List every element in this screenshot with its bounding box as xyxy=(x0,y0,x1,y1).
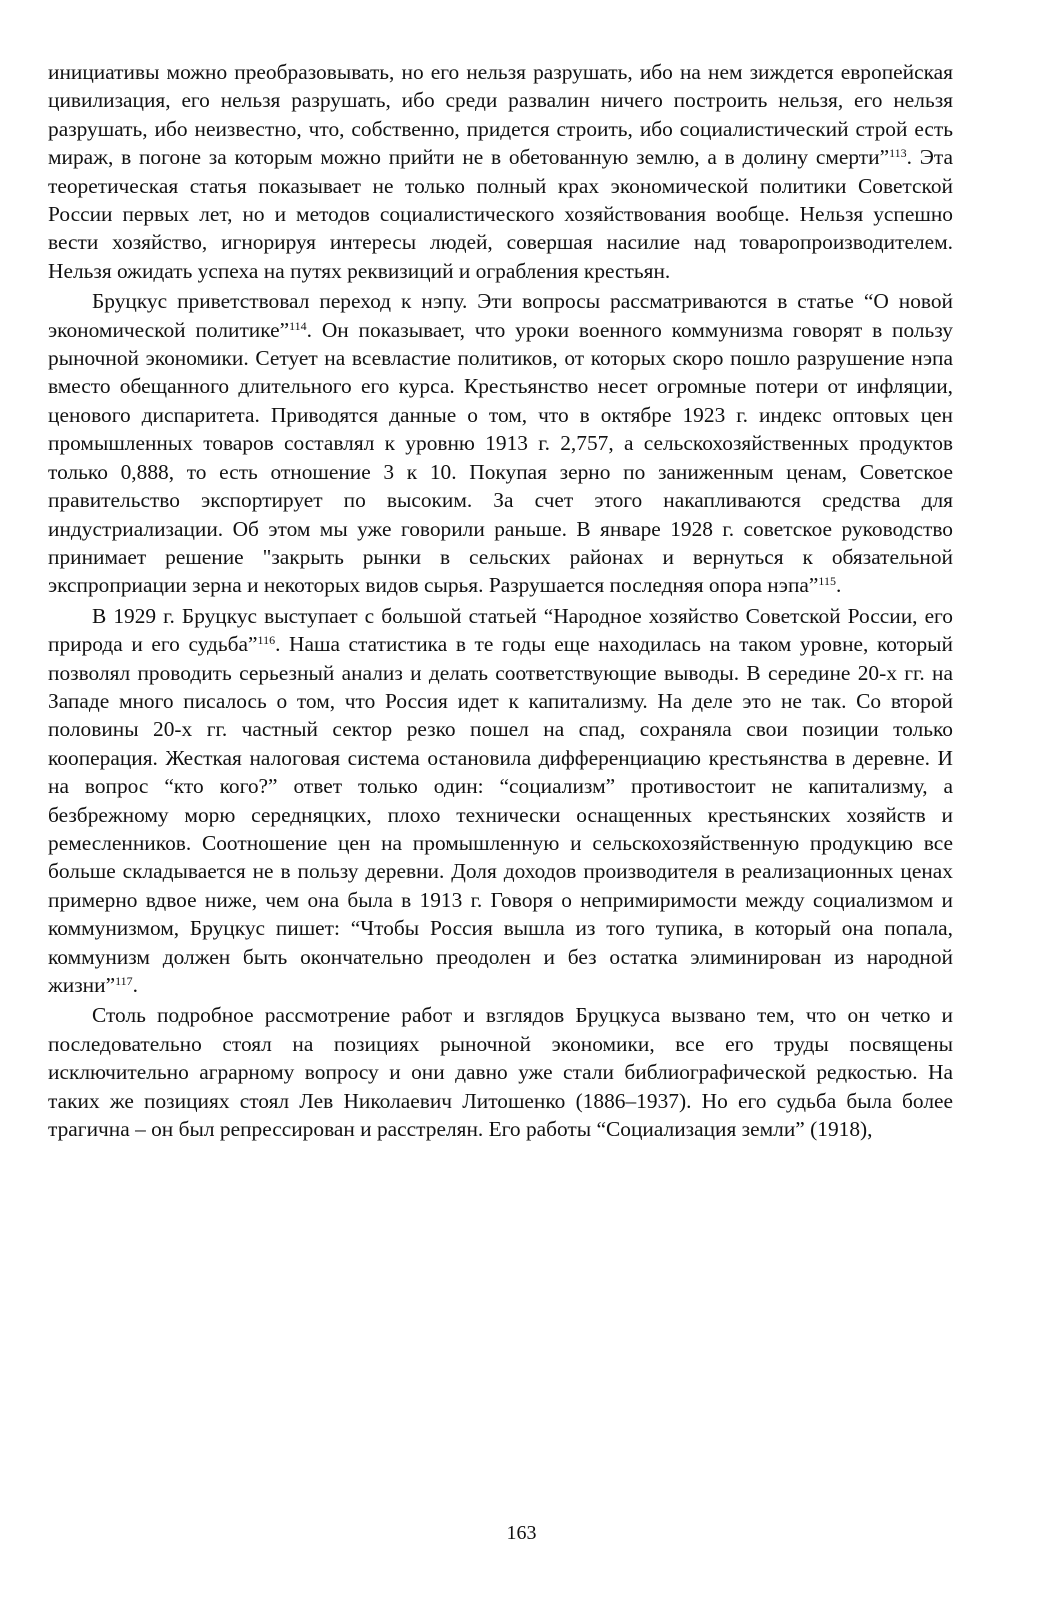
paragraph-1 xyxy=(48,58,953,285)
paragraph-3 xyxy=(48,602,953,1000)
paragraph-text: . Он показывает, что уроки военного коммунизма говорят в пользу рыночной экономики. Сетует на всевластие политиков, от которых скоро пошло разрушение нэпа вместо обещанного длительного его курса. Крестьянство несет огромные потери от инфляции, ценового диспаритета. Приводятся данные о том, что в октябре 1923 г. индекс оптовых цен промышленных товаров составлял к уровню 1913 г. 2,757, а сельскохозяйственных продуктов только 0,888, то есть отношение 3 к 10. Покупая зерно по заниженным ценам, Советское правительство экспортирует по высоким. За счет этого накапливаются средства для индустриализации. Об этом мы уже говорили раньше. В январе 1928 г. советское руководство принимает решение "закрыть рынки в сельских районах и вернуться к обязательной экспроприации зерна и некоторых видов сырья. Разрушается последняя опора нэпа” xyxy=(48,317,953,598)
paragraph-text: . Наша статистика в те годы еще находилась на таком уровне, который позволял проводить серьезный анализ и делать соответствующие выводы. В середине 20-х гг. на Западе много писалось о том, что Россия идет к капитализму. На деле это не так. Со второй половины 20-х гг. частный сектор резко пошел на спад, сохраняла свои позиции только кооперация. Жесткая налоговая система остановила дифференциацию крестьянства в деревне. И на вопрос “кто кого?” ответ только один: “социализм” противостоит не капитализму, а безбрежному морю середняцких, плохо технически оснащенных крестьянских хозяйств и ремесленников. Соотношение цен на промышленную и сельскохозяйственную продукцию все больше складывается не в пользу деревни. Доля доходов производителя в реализационных ценах примерно вдвое ниже, чем она была в 1913 г. Говоря о непримиримости между социализмом и коммунизмом, Бруцкус пишет: “Чтобы Россия вышла из того тупика, в который она попала, коммунизм должен быть окончательно преодолен и без остатка элиминирован из народной жизни” xyxy=(48,632,953,997)
page-body xyxy=(48,58,953,1145)
footnote-ref: 113 xyxy=(889,146,907,161)
footnote-ref: 114 xyxy=(289,318,307,333)
paragraph-text: Бруцкус приветствовал переход к нэпу. Эти вопросы рассматриваются в статье “О новой экономической политике” xyxy=(48,289,953,342)
paragraph-text: Столь подробное рассмотрение работ и взглядов Бруцкуса вызвано тем, что он четко и последовательно стоял на позициях рыночной экономики, все его труды посвящены исключительно аграрному вопросу и они давно уже стали библиографической редкостью. На таких же позициях стоял Лев Николаевич Литошенко (1886–1937). Но его судьба была более трагична – он был репрессирован и расстрелян. Его работы “Социализация земли” (1918), xyxy=(48,1003,953,1142)
footnote-ref: 115 xyxy=(818,574,836,589)
paragraph-text: В 1929 г. Бруцкус выступает с большой статьей “Народное хозяйство Советской России, его природа и его судьба” xyxy=(48,603,953,657)
footnote-ref: 117 xyxy=(115,974,133,988)
paragraph-text: . Эта теоретическая статья показывает не только полный крах экономической политики Советской России первых лет, но и методов социалистического хозяйствования вообще. Нельзя успешно вести хозяйство, игнорируя интересы людей, совершая насилие над товаропроизводителем. Нельзя ожидать успеха на путях реквизиций и ограбления крестьян. xyxy=(48,145,954,283)
footnote-ref: 116 xyxy=(257,633,276,648)
paragraph-text: . xyxy=(132,973,138,997)
paragraph-text: . xyxy=(835,573,842,598)
paragraph-2 xyxy=(48,287,953,599)
paragraph-4 xyxy=(48,1001,953,1143)
paragraph-text: инициативы можно преобразовывать, но его нельзя разрушать, ибо на нем зиждется европейская цивилизация, его нельзя разрушать, ибо среди развалин ничего построить нельзя, его нельзя разрушать, ибо неизвестно, что, собственно, придется строить, ибо социалистический строй есть мираж, в погоне за которым можно прийти не в обетованную землю, а в долину смерти” xyxy=(48,60,953,170)
page-number: 163 xyxy=(506,1522,537,1544)
